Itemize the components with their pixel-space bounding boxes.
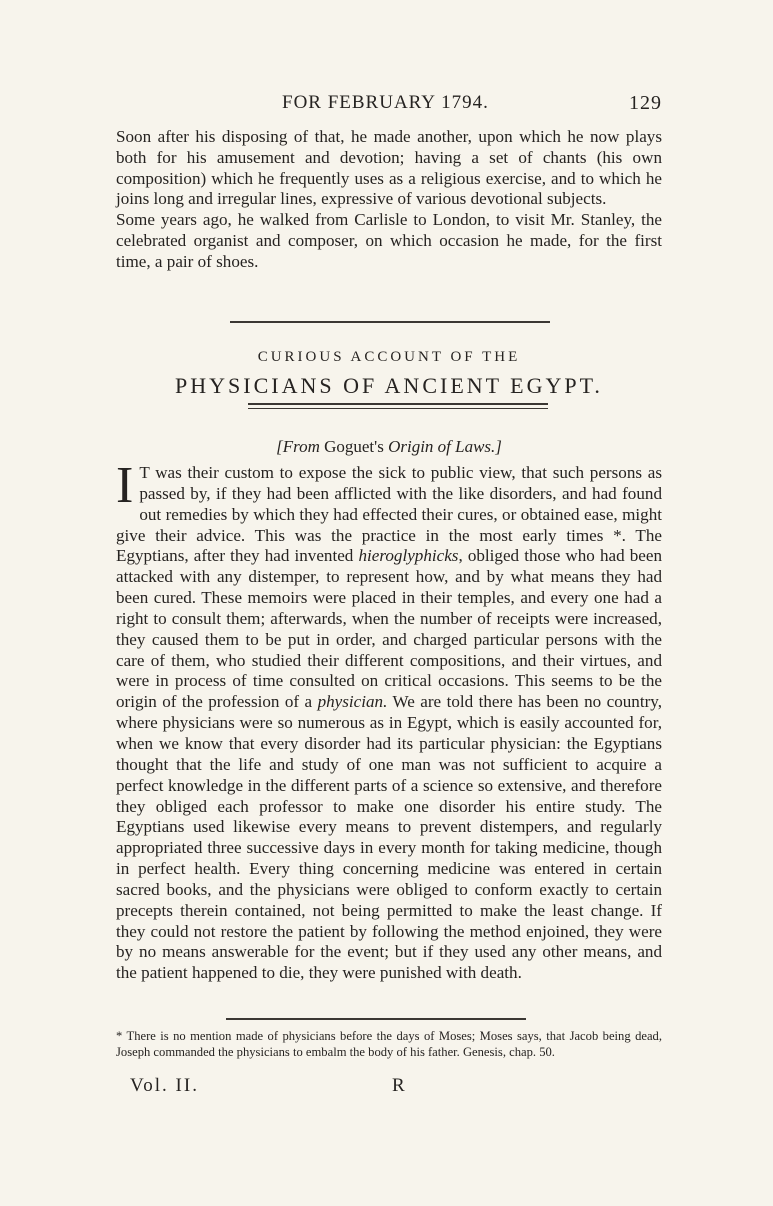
article-source <box>116 437 662 457</box>
volume-label: Vol. II. <box>130 1075 199 1096</box>
body-italic-1: hieroglyphicks <box>358 546 459 566</box>
headline-underline-thin <box>248 408 548 409</box>
body-italic-2: physician. <box>317 692 388 712</box>
signature-mark: R <box>392 1075 407 1096</box>
running-title: FOR FEBRUARY 1794. <box>282 92 489 113</box>
page-number: 129 <box>629 92 662 114</box>
footnote-divider <box>226 1018 526 1020</box>
article-headline: PHYSICIANS OF ANCIENT EGYPT. <box>175 373 603 398</box>
headline-underline <box>248 403 548 405</box>
continued-text <box>116 127 662 273</box>
drop-cap: I <box>116 457 134 514</box>
source-author: Goguet's <box>324 437 384 456</box>
article-paragraph <box>116 457 662 984</box>
body-text-1: T was their custom to expose the sick to public view, that such persons as passed by, if they had been afflicted with the like disorders, and had found out remedies by which they had effected their cures, or obtained ease, might give their advice. This was the practice in the most early times *. The Egyptians, after they had invented <box>116 463 662 566</box>
body-text-2: , obliged those who had been attacked with any distemper, to represent how, and by what means they had been cured. These memoirs were placed in their temples, and every one had a right to consult them; afterwards, when the number of receipts were increased, they caused them to be put in order, and charged particular persons with the care of them, who studied their different compositions, and their virtues, and were in process of time consulted on critical occasions. This seems to be the origin of the profession of a <box>116 546 662 712</box>
paragraph: Some years ago, he walked from Carlisle to London, to visit Mr. Stanley, the celebrated organist and composer, on which occasion he made, for the first time, a pair of shoes. <box>116 210 662 271</box>
source-work: Origin of Laws.] <box>383 437 502 456</box>
article-kicker: CURIOUS ACCOUNT OF THE <box>257 349 521 365</box>
source-prefix: [From <box>276 437 325 456</box>
article-body <box>116 457 662 984</box>
body-text-3: We are told there has been no country, where physicians were so numerous as in Egypt, which is easily accounted for, when we know that every disorder had its particular physician: the Egyptians thought that the life and study of one man was not sufficient to acquire a perfect knowledge in the different parts of a science so extensive, and therefore they obliged each professor to make one disorder his entire study. The Egyptians used likewise every means to prevent distempers, and regularly appropriated three successive days in every month for taking medicine, though in perfect health. Every thing concerning medicine was entered in certain sacred books, and the physicians were obliged to conform exactly to certain precepts therein contained, not being permitted to make the least change. If they could not restore the patient by following the method enjoined, they were by no means answerable for the event; but if they used any other means, and the patient happened to die, they were punished with death. <box>116 692 662 983</box>
section-divider <box>230 321 550 323</box>
paragraph: Soon after his disposing of that, he made another, upon which he now plays both for his amusement and devotion; having a set of chants (his own composition) which he frequently uses as a religious exercise, and to which he joins long and irregular lines, expressive of various devotional subjects. <box>116 127 662 209</box>
footnote: * There is no mention made of physicians before the days of Moses; Moses says, that Jacob being dead, Joseph commanded the physicians to embalm the body of his father. Genesis, chap. 50. <box>116 1029 662 1059</box>
